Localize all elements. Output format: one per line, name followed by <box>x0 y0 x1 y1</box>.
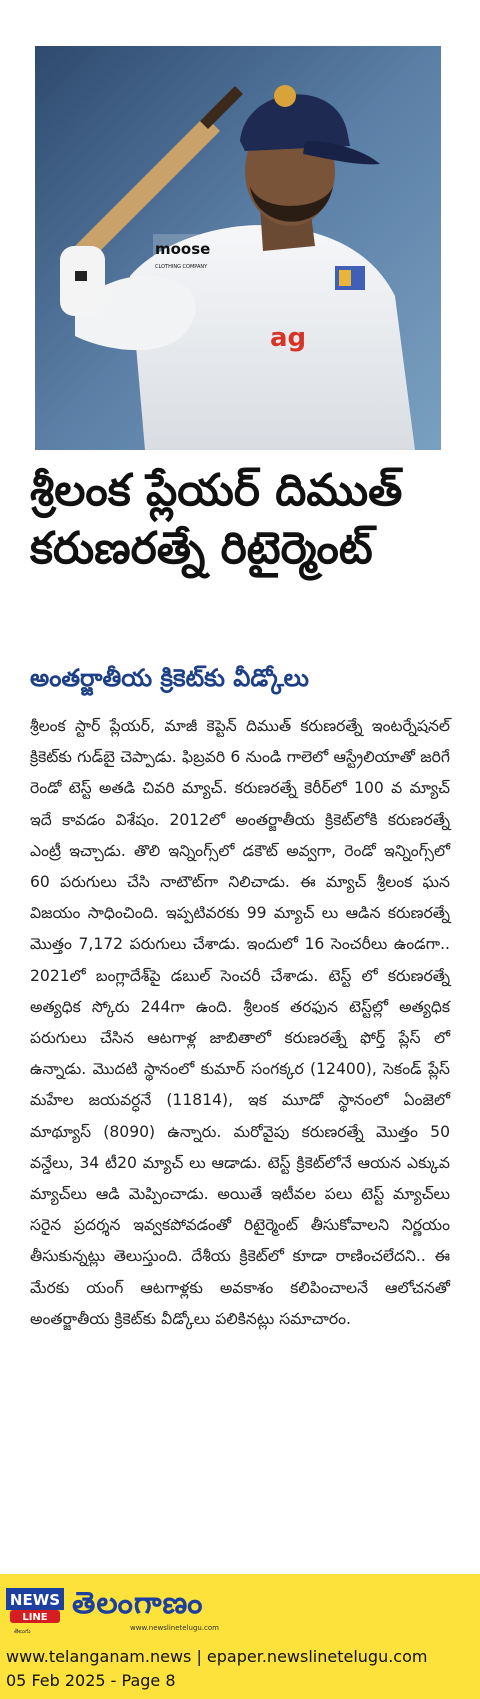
logo-line-text: LINE <box>22 1612 48 1623</box>
article-subheading: అంతర్జాతీయ క్రికెట్‌కు వీడ్కోలు <box>30 664 309 692</box>
brand-name: తెలంగాణం <box>72 1586 204 1621</box>
footer-date-page: 05 Feb 2025 - Page 8 <box>6 1671 176 1690</box>
shirt-print: ag <box>270 323 307 353</box>
headline-line-2: కరుణరత్నే రిటైర్మెంట్ <box>30 523 373 574</box>
footer-websites: www.telanganam.news | epaper.newslinetelugu.com <box>6 1647 428 1666</box>
sponsor-logo: moose <box>155 240 211 258</box>
logo-news-text: NEWS <box>9 1591 61 1609</box>
newsline-logo <box>6 1588 64 1626</box>
article-headline <box>30 462 450 578</box>
article-paragraph: శ్రీలంక స్టార్ ప్లేయర్, మాజీ కెప్టెన్ దిముత్ కరుణరత్నే ఇంటర్నేషనల్ క్రికెట్‌కు గుడ్‌బై చెప్పాడు. ఫిబ్రవరి 6 నుండి గాలెలో ఆస్ట్రేలియాతో జరిగే రెండో టెస్ట్ అతడి చివరి మ్యాచ్. కరుణరత్నే కెరీర్‌లో 100 వ మ్యాచ్ ఇదే కావడం విశేషం. 2012లో అంతర్జాతీయ క్రికెట్‌లోకి కరుణరత్నే ఎంట్రీ ఇచ్చాడు. తొలి ఇన్నింగ్స్‌లో డకౌట్ అవ్వగా, రెండో ఇన్నింగ్స్‌లో 60 పరుగులు చేసి నాటౌట్‌గా నిలిచాడు. ఈ మ్యాచ్ శ్రీలంక ఘన విజయం సాధించింది. ఇప్పటివరకు 99 మ్యాచ్ లు ఆడిన కరుణరత్నే మొత్తం 7,172 పరుగులు చేశాడు. ఇందులో 16 సెంచరీలు ఉండగా.. 2021లో బంగ్లాదేశ్‌పై డబుల్ సెంచరీ చేశాడు. టెస్ట్ లో కరుణరత్నే అత్యధిక స్కోరు 244గా ఉంది. శ్రీలంక తరఫున టెస్ట్‌ల్లో అత్యధిక పరుగులు చేసిన ఆటగాళ్ల జాబితాలో కరుణరత్నే ఫోర్త్ ప్లేస్ లో ఉన్నాడు. మొదటి స్థానంలో కుమార్ సంగక్కర (12400), సెకండ్ ప్లేస్ మహేల జయవర్ధనే (11814), ఇక మూడో స్థానంలో ఏంజెలో మాథ్యూస్ (8090) ఉన్నారు. మరోవైపు కరుణరత్నే మొత్తం 50 వన్డేలు, 34 టీ20 మ్యాచ్ లు ఆడాడు. టెస్ట్ క్రికెట్‌లోనే ఆయన ఎక్కువ మ్యాచ్‌లు ఆడి మెప్పించాడు. అయితే ఇటీవల పలు టెస్ట్ మ్యాచ్‌లు సరైన ప్రదర్శన ఇవ్వకపోవడంతో రిటైర్మెంట్ తీసుకోవాలని నిర్ణయం తీసుకున్నట్లు తెలుస్తుంది. దేశీయ క్రికెట్‌లో కూడా రాణించలేదని.. ఈ మేరకు యంగ్ ఆటగాళ్లకు అవకాశం కలిపించాలనే ఆలోచనతో అంతర్జాతీయ క్రికెట్‌కు వీడ్కోలు పలికినట్లు సమాచారం. <box>30 717 450 1328</box>
headline-line-1: శ్రీలంక ప్లేయర్ దిముత్ <box>30 465 403 516</box>
footer-banner <box>0 1574 480 1699</box>
brand-url: www.newslinetelugu.com <box>130 1624 219 1632</box>
article-body <box>30 711 450 1335</box>
cricketer-photo <box>35 46 441 450</box>
sponsor-subtext: CLOTHING COMPANY <box>155 264 208 270</box>
logo-caption: తెలుగు <box>14 1628 31 1635</box>
cricketer-illustration <box>35 46 441 450</box>
